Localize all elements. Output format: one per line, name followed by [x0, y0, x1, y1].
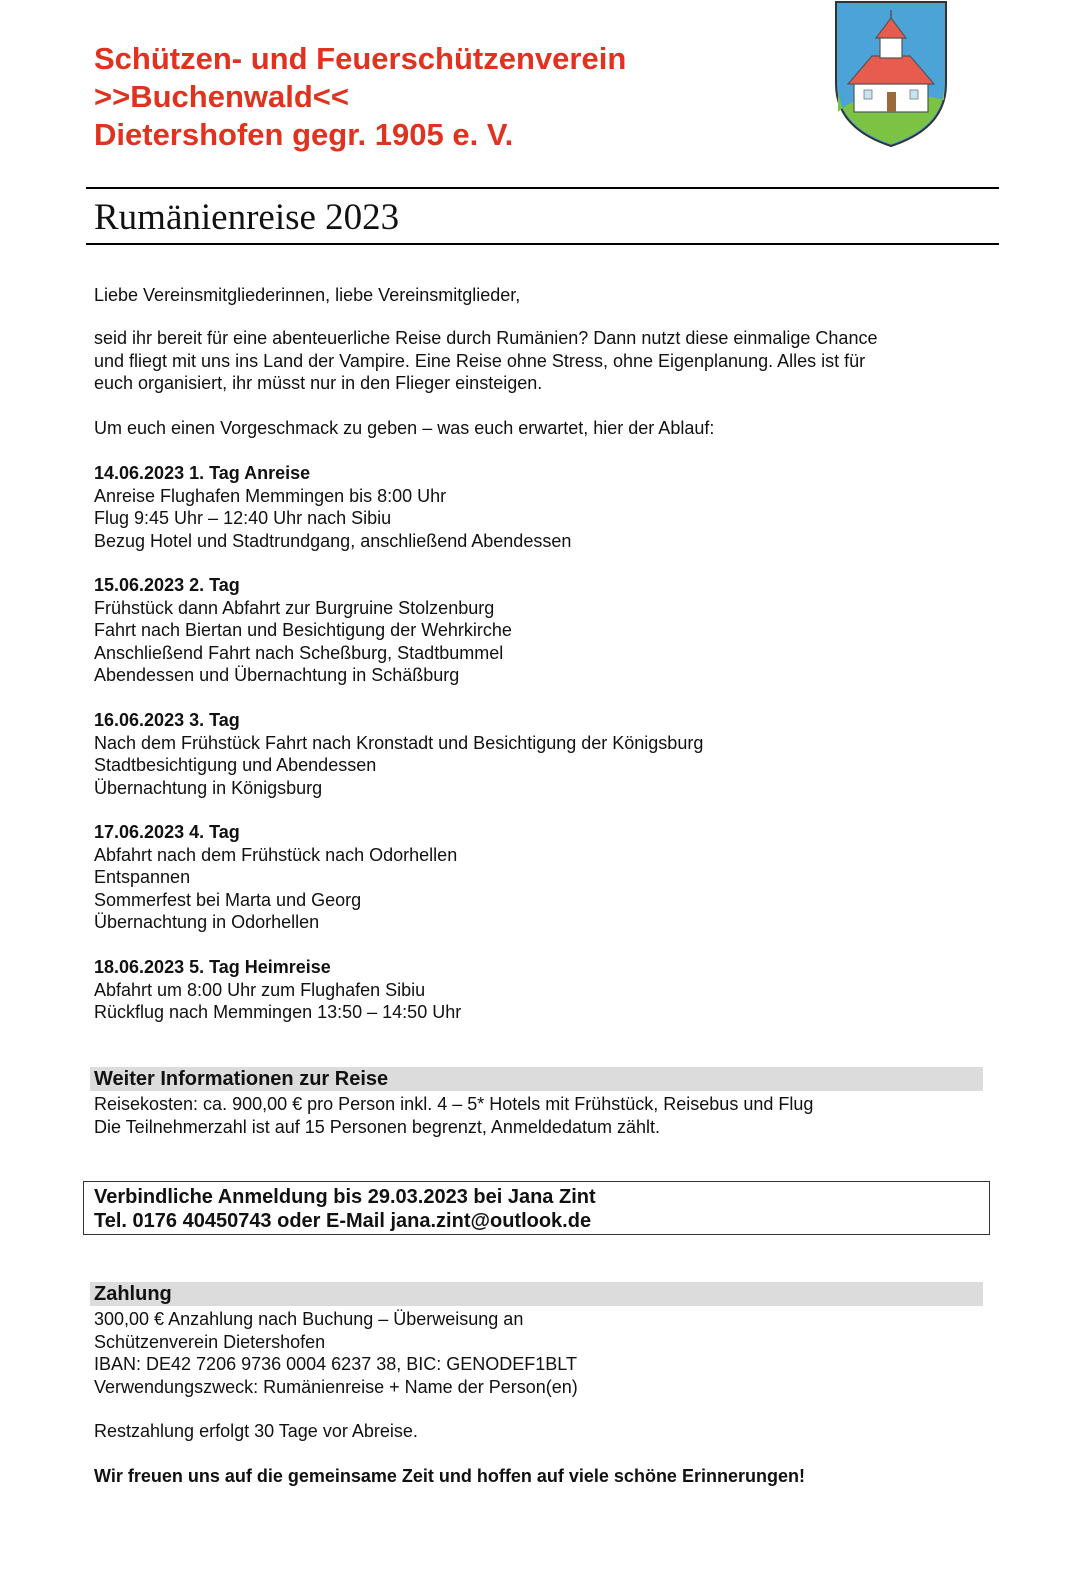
day-title: 14.06.2023 1. Tag Anreise [94, 463, 311, 483]
day-item: Abendessen und Übernachtung in Schäßburg [94, 665, 460, 685]
divider-bottom [86, 243, 999, 245]
day-item: Bezug Hotel und Stadtrundgang, anschließend Abendessen [94, 530, 572, 551]
day-item: Stadtbesichtigung und Abendessen [94, 755, 377, 775]
day-item: Rückflug nach Memmingen 13:50 – 14:50 Uhr [94, 1002, 462, 1022]
day-title: 15.06.2023 2. Tag [94, 575, 240, 595]
organization-name-line: >>Buchenwald<< [94, 79, 349, 114]
day-block [94, 709, 703, 799]
registration-deadline: Verbindliche Anmeldung bis 29.03.2023 bei Jana Zint [94, 1186, 596, 1208]
day-item: Anreise Flughafen Memmingen bis 8:00 Uhr [94, 485, 447, 506]
registration-contact: Tel. 0176 40450743 oder E-Mail jana.zint@outlook.de [94, 1210, 592, 1232]
day-item: Entspannen [94, 867, 191, 887]
organization-name [94, 40, 626, 154]
greeting [94, 284, 974, 307]
registration-box [83, 1181, 990, 1235]
info-heading-bar [90, 1067, 983, 1091]
info-line: Die Teilnehmerzahl ist auf 15 Personen begrenzt, Anmeldedatum zählt. [94, 1116, 660, 1137]
closing-statement: Wir freuen uns auf die gemeinsame Zeit und hoffen auf viele schöne Erinnerungen! [94, 1466, 805, 1486]
day-item: Abfahrt nach dem Frühstück nach Odorhellen [94, 844, 458, 865]
intro-paragraph [94, 327, 974, 395]
day-title: 18.06.2023 5. Tag Heimreise [94, 957, 331, 977]
payment-heading: Zahlung [94, 1283, 172, 1305]
schedule-intro [94, 417, 974, 440]
info-heading: Weiter Informationen zur Reise [94, 1068, 389, 1090]
day-item: Anschließend Fahrt nach Scheßburg, Stadtbummel [94, 642, 504, 663]
payment-heading-bar [90, 1282, 983, 1306]
day-block [94, 574, 512, 687]
divider-top [86, 187, 999, 189]
day-title: 16.06.2023 3. Tag [94, 710, 240, 730]
schedule-intro-text: Um euch einen Vorgeschmack zu geben – was euch erwartet, hier der Ablauf: [94, 418, 715, 438]
intro-line: seid ihr bereit für eine abenteuerliche Reise durch Rumänien? Dann nutzt diese einmalige Chance [94, 328, 878, 348]
payment-line: Verwendungszweck: Rumänienreise + Name der Person(en) [94, 1376, 578, 1397]
organization-name-line: Dietershofen gegr. 1905 e. V. [94, 117, 514, 152]
day-block [94, 821, 457, 934]
payment-line: 300,00 € Anzahlung nach Buchung – Überweisung an [94, 1309, 524, 1329]
payment-details [94, 1308, 578, 1398]
day-title: 17.06.2023 4. Tag [94, 822, 240, 842]
day-item: Fahrt nach Biertan und Besichtigung der Wehrkirche [94, 620, 512, 640]
balance-note-text: Restzahlung erfolgt 30 Tage vor Abreise. [94, 1421, 418, 1441]
organization-name-line: Schützen- und Feuerschützenverein [94, 41, 627, 76]
intro-line: und fliegt mit uns ins Land der Vampire. Eine Reise ohne Stress, ohne Eigenplanung. Alles ist für [94, 350, 866, 371]
day-item: Sommerfest bei Marta und Georg [94, 889, 362, 910]
day-item: Abfahrt um 8:00 Uhr zum Flughafen Sibiu [94, 979, 426, 1000]
day-block [94, 956, 461, 1024]
church-crest-icon [832, 0, 950, 148]
info-line: Reisekosten: ca. 900,00 € pro Person inkl. 4 – 5* Hotels mit Frühstück, Reisebus und Flug [94, 1094, 814, 1114]
day-item: Übernachtung in Königsburg [94, 777, 323, 798]
day-item: Frühstück dann Abfahrt zur Burgruine Stolzenburg [94, 597, 495, 618]
day-item: Übernachtung in Odorhellen [94, 912, 320, 932]
intro-line: euch organisiert, ihr müsst nur in den Flieger einsteigen. [94, 373, 543, 393]
payment-line: Schützenverein Dietershofen [94, 1331, 326, 1352]
greeting-text: Liebe Vereinsmitgliederinnen, liebe Vereinsmitglieder, [94, 285, 521, 305]
balance-note [94, 1420, 418, 1443]
day-item: Nach dem Frühstück Fahrt nach Kronstadt und Besichtigung der Königsburg [94, 732, 704, 753]
payment-line: IBAN: DE42 7206 9736 0004 6237 38, BIC: GENODEF1BLT [94, 1354, 577, 1374]
day-block [94, 462, 571, 552]
page-title: Rumänienreise 2023 [94, 197, 400, 238]
day-item: Flug 9:45 Uhr – 12:40 Uhr nach Sibiu [94, 508, 392, 528]
info-details [94, 1093, 813, 1138]
